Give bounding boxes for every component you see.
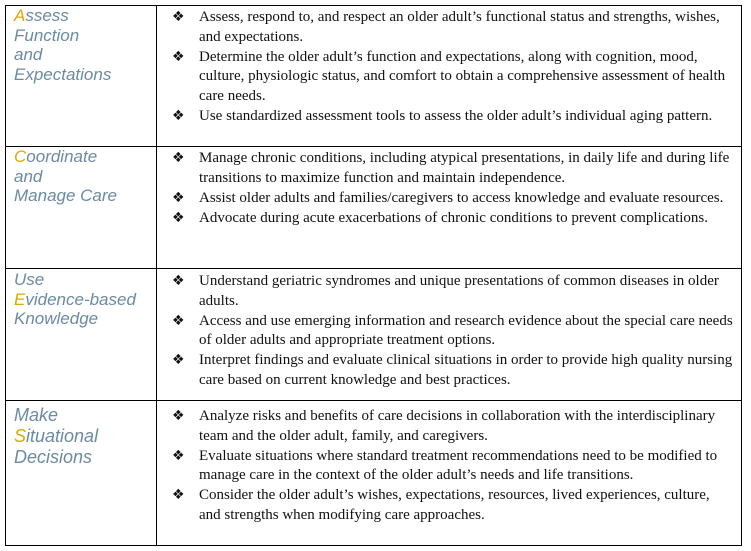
label-text: Make [14,405,59,425]
label-line [14,426,156,447]
label-line [14,147,156,167]
diamond-bullet-icon: ❖ [172,189,185,206]
label-text: Expectations [14,64,112,84]
row-label-situational [6,401,157,545]
row-content-situational [157,401,741,545]
label-line [14,290,156,310]
list-item [157,107,741,127]
label-text: and [14,166,43,186]
bullet-text: Determine the older adult’s function and expectations, along with cognition, mood, culture, physiologic status, and comfort to obtain a comprehensive assessment of health care needs. [199,48,726,104]
label-text: Decisions [14,447,93,467]
bullet-text: Understand geriatric syndromes and unique presentations of common diseases in older adults. [199,273,719,309]
list-item [157,48,741,107]
bullet-text: Advocate during acute exacerbations of chronic conditions to prevent complications. [199,209,708,226]
diamond-bullet-icon: ❖ [172,9,185,25]
list-item [157,149,741,188]
table-row-situational [6,400,741,545]
label-line [14,65,156,85]
label-text: Function [14,25,80,45]
bullet-text: Interpret findings and evaluate clinical situations in order to provide high quality nursing care based on current knowledge and best practices. [199,352,733,388]
label-text: vidence-based [25,289,136,309]
diamond-bullet-icon: ❖ [172,447,185,464]
label-initial: C [14,147,27,166]
list-item [157,189,741,209]
label-text: oordinate [26,147,98,166]
diamond-bullet-icon: ❖ [172,273,185,289]
list-item [157,351,741,390]
bullet-text: Manage chronic conditions, including atypical presentations, in daily life and during life transitions to maximize function and maintain independence. [199,150,730,186]
diamond-bullet-icon: ❖ [172,107,185,124]
row-content-assess [157,6,741,146]
label-line [14,45,156,65]
list-item [157,486,741,525]
label-line [14,270,156,290]
table-row-assess [6,6,741,146]
label-line [14,309,156,329]
list-item [157,447,741,486]
row-content-coordinate [157,147,741,268]
diamond-bullet-icon: ❖ [172,312,185,329]
list-item [157,272,741,311]
list-item [157,312,741,351]
list-item [157,407,741,446]
bullet-text: Evaluate situations where standard treatment recommendations need to be modified to manage care in the context of the older adult’s needs and life transitions. [199,447,718,483]
label-line [14,447,156,468]
row-label-coordinate [6,147,157,268]
label-line [14,6,156,26]
competency-table [5,5,742,546]
label-line [14,186,156,206]
row-label-evidence [6,269,157,400]
label-text: ituational [26,426,99,446]
bullet-text: Assist older adults and families/caregivers to access knowledge and evaluate resources. [199,189,724,206]
diamond-bullet-icon: ❖ [172,209,185,226]
diamond-bullet-icon: ❖ [172,48,185,65]
list-item [157,8,741,47]
list-item [157,209,741,229]
diamond-bullet-icon: ❖ [172,150,185,166]
label-text: and [14,45,43,64]
label-initial: S [14,426,27,446]
table-row-evidence [6,268,741,400]
label-text: ssess [25,6,69,25]
diamond-bullet-icon: ❖ [172,487,185,503]
table-row-coordinate [6,146,741,268]
diamond-bullet-icon: ❖ [172,352,185,368]
bullet-text: Access and use emerging information and research evidence about the special care needs of older adults and appropriate treatment options. [199,312,733,348]
row-label-assess [6,6,157,146]
label-text: Manage Care [14,186,118,205]
diamond-bullet-icon: ❖ [172,408,185,424]
bullet-text: Use standardized assessment tools to assess the older adult’s individual aging pattern. [199,107,713,124]
label-line [14,405,156,426]
label-line [14,167,156,187]
bullet-text: Consider the older adult’s wishes, expectations, resources, lived experiences, culture, and strengths when modifying care approaches. [199,487,710,523]
label-initial: A [14,6,26,25]
label-initial: E [14,289,26,309]
label-text: Use [14,270,45,289]
label-text: Knowledge [14,309,99,328]
label-line [14,26,156,46]
row-content-evidence [157,269,741,400]
bullet-text: Analyze risks and benefits of care decisions in collaboration with the interdisciplinary team and the older adult, family, and caregivers. [199,408,716,444]
bullet-text: Assess, respond to, and respect an older adult’s functional status and strengths, wishes, and expectations. [199,9,720,45]
